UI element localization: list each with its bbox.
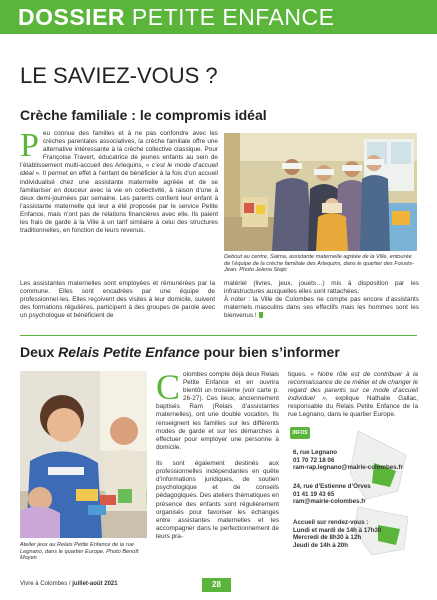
article1-intro-quote: « c’est le mode d’accueil idéal »: [20, 162, 218, 178]
article2-col2-part2: , explique Nathalie Gallac, responsable du Relais Petite Enfance de la rue Legnano, dans le quartier Europe.: [288, 395, 418, 419]
article2-col1-p2: Ils sont également destinés aux professionnelles indépendantes en quête d’informations juridiques, de soutien psychologique et de conseils pédagogiques. Des ateliers thématiques en présence des enfants sont régulièrement organisés pour favoriser les échanges entre assistantes maternelles et les accompagner dans le perfectionnement de leurs pra-: [156, 460, 279, 540]
hours-title: Accueil sur rendez-vous :: [293, 519, 369, 526]
article2-title: [20, 344, 340, 360]
article2-col2: [288, 371, 418, 420]
article2-col2-quote: « Notre rôle est de contribuer à la reconnaissance de ce métier et de changer le regard des parents sur ce mode d’accueil individuel »: [288, 371, 418, 403]
article1-intro-part2: . Il permet en effet à l’enfant de bénéficier à la fois d’un accueil individualisé chez une assistante maternelle agréée et de se familiariser en douceur avec la vie en collectivité, à raison d’une à deux demi-journées par semaine. Les parents confient leur enfant à l’assistante maternelle qui leur a été proposée par le service Petite Enfance, mais n’ont pas de relations financières avec elle. Ils paient les frais de garde à la Ville à un tarif similaire à celui des structures traditionnelles, en fonction de leurs revenus.: [20, 170, 218, 235]
infos-box: [288, 421, 418, 575]
article1-intro: [20, 127, 218, 235]
footer-magazine-name: Vivre à Colombes /: [20, 581, 73, 587]
banner-title: [18, 5, 334, 29]
infos-badge: INFOS: [290, 427, 310, 439]
footer-date: juillet-août 2021: [72, 581, 118, 587]
article1-title: Crèche familiale : le compromis idéal: [20, 107, 267, 123]
article1-intro-part1: eu connue des familles et à ne pas confondre avec les crèches parentales associatives, la crèche familiale offre une alternative intéressante à la crèche collective classique. Pour Françoise Travert, éducatrice de jeunes enfants au sein de l’établissement multi-accueil des Arlequins,: [20, 130, 218, 170]
article2-title-em: Relais Petite Enfance: [58, 344, 200, 360]
page-number: 28: [202, 578, 231, 592]
article2-title-part1: Deux: [20, 344, 59, 360]
article2-title-part2: pour bien s’informer: [199, 344, 340, 360]
article2-dropcap: C: [156, 367, 181, 407]
section-divider: [20, 335, 417, 336]
page-title: LE SAVIEZ-VOUS ?: [20, 63, 218, 88]
relais-workshop-photo: [20, 371, 147, 538]
relais-legnano-info: [293, 449, 403, 472]
addr1-phone: 01 70 72 18 06: [293, 456, 335, 464]
addr1-email[interactable]: ram-rap.legnano@mairie-colombes.fr: [293, 464, 403, 472]
addr2-phone: 01 41 19 43 65: [293, 490, 335, 498]
article2-col2-part1: tiques.: [288, 371, 311, 378]
relais-estienne-info: [293, 483, 371, 506]
footer-magazine: [20, 580, 118, 588]
hours-thu: Jeudi de 14h à 20h: [293, 541, 349, 549]
creche-team-photo: [224, 133, 417, 251]
hours-wed: Mercredi de 8h30 à 12h: [293, 534, 362, 542]
article1-col2-note: À noter : la Ville de Colombes ne compte pas encore d’assistants maternels masculins dans ses effectifs mais les hommes sont les bienvenus !: [224, 296, 419, 320]
addr2-email[interactable]: ram@mairie-colombes.fr: [293, 498, 366, 506]
creche-photo-caption: Debout au centre, Salma, assistante maternelle agréée de la Ville, entourée de l’équipe de la crèche familiale des Arlequins, dans le quartier des Fossés-Jean. Photo Jelena Stajic: [224, 254, 415, 274]
opening-hours: [293, 519, 381, 549]
addr1-street: 6, rue Legnano: [293, 449, 338, 456]
article1-dropcap: P: [20, 127, 39, 164]
end-mark: [259, 312, 263, 318]
section-banner: [0, 0, 437, 34]
article1-col2: [224, 280, 419, 320]
addr2-street: 24, rue d’Estienne d’Orves: [293, 483, 371, 490]
article1-col2-text: matériel (livres, jeux, jouets…) mis à disposition par les infrastructures auxquelles elles sont rattachées.: [224, 280, 419, 296]
article1-col1: Les assistantes maternelles sont employées et rémunérées par la commune. Elles sont encadrées par une équipe de professionnel·les. Elles reçoivent des visites à leur domicile, suivent des formations régulières, participent à des groupes de parole avec un psychologue et bénéficient de: [20, 280, 215, 320]
banner-section: PETITE ENFANCE: [131, 4, 335, 30]
relais-photo-caption: Atelier jeux au Relais Petite Enfance de la rue Legnano, dans le quartier Europe. Photo Benoît Moyen: [20, 542, 139, 562]
hours-mon-tue: Lundi et mardi de 14h à 17h30: [293, 526, 382, 534]
article2-col1-p1: olombes compte déjà deux Relais Petite Enfance et en ouvrira bientôt un troisième (voir carte p. 26-27). Ces lieux, anciennement baptisés Ram (Relais d’assistantes maternelles), ont une double vocation. Ils renseignent les familles sur les différents modes de garde et sur les démarches à effectuer pour employer une personne à domicile.: [156, 371, 279, 451]
banner-dossier: DOSSIER: [18, 4, 126, 30]
article2-col1: [156, 367, 279, 541]
